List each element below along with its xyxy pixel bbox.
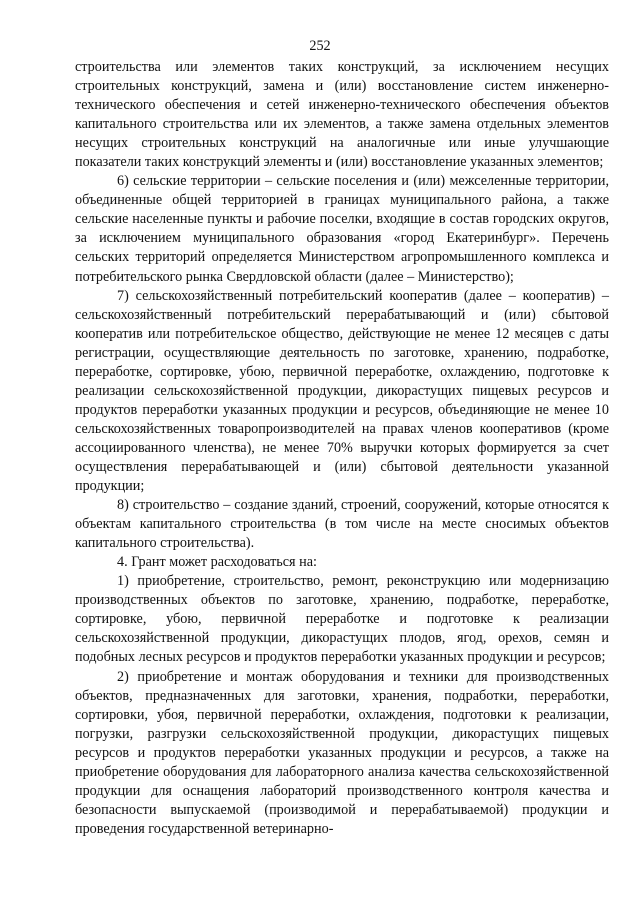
paragraph-item-8: 8) строительство – создание зданий, строений, сооружений, которые относятся к объектам капитального строительства (в том числе на месте сносимых объектов капитального строительства). [75,497,609,552]
paragraph-item-7: 7) сельскохозяйственный потребительский кооператив (далее – кооператив) – сельскохозяйственный потребительский перерабатывающий и (или) сбытовой кооператив или потребительское общество, действующие не менее 12 месяцев с даты регистрации, осуществляющие деятельность по заготовке, хранению, подработке, переработке, сортировке, убою, первичной переработке, охлаждению, подготовке к реализации сельскохозяйственной продукции, дикорастущих пищевых ресурсов и продуктов переработки указанных продукции и ресурсов, объединяющие не менее 10 сельскохозяйственных товаропроизводителей на правах членов кооперативов (кроме ассоциированного членства), не менее 70% выручки которых формируется за счет осуществления перерабатывающей и (или) сбытовой деятельности указанной продукции; [75,287,609,495]
page-number: 252 [309,38,331,54]
paragraph-section-4: 4. Грант может расходоваться на: [117,554,317,571]
document-body [75,58,609,839]
paragraph-continuation: строительства или элементов таких конструкций, за исключением несущих строительных конструкций, замена и (или) восстановление систем инженерно-технического обеспечения и сетей инженерно-технического обеспечения объектов капитального строительства или их элементов, а также замена отдельных элементов несущих строительных конструкций на аналогичные или иные улучшающие показатели таких конструкций элементы и (или) восстановление указанных элементов; [75,59,609,171]
paragraph-subitem-2: 2) приобретение и монтаж оборудования и техники для производственных объектов, предназначенных для заготовки, хранения, подработки, переработки, сортировки, убоя, первичной переработки, охлаждения, подготовки к реализации, погрузки, разгрузки сельскохозяйственной продукции, дикорастущих пищевых ресурсов и продуктов переработки указанных продукции и ресурсов, а также на приобретение оборудования для лабораторного анализа качества сельскохозяйственной продукции для оснащения лабораторий производственного контроля качества и безопасности выпускаемой (производимой и перерабатываемой) продукции и проведения государственной ветеринарно- [75,668,609,837]
paragraph-item-6: 6) сельские территории – сельские поселения и (или) межселенные территории, объединенные общей территорией в границах муниципального района, а также сельские населенные пункты и рабочие поселки, входящие в состав городских округов, за исключением муниципального образования «город Екатеринбург». Перечень сельских территорий определяется Министерством агропромышленного комплекса и потребительского рынка Свердловской области (далее – Министерство); [75,173,609,285]
paragraph-subitem-1: 1) приобретение, строительство, ремонт, реконструкцию или модернизацию производственных объектов по заготовке, хранению, подработке, переработке, сортировке, убою, первичной переработке и подготовке к реализации сельскохозяйственной продукции, дикорастущих плодов, ягод, орехов, семян и подобных лесных ресурсов и продуктов переработки указанных продукции и ресурсов; [75,573,609,666]
